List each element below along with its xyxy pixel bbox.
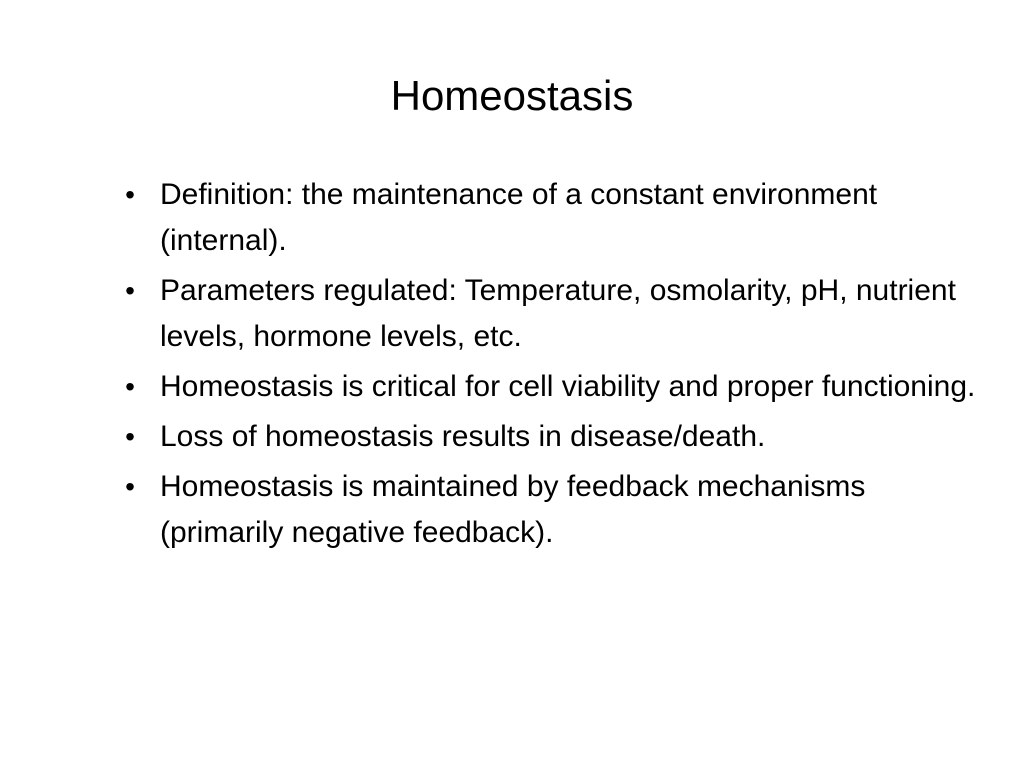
bullet-text: Homeostasis is maintained by feedback mechanisms (primarily negative feedback). [160,470,866,549]
bullet-text: Definition: the maintenance of a constant environment (internal). [160,178,878,257]
bullet-list [118,172,978,560]
bullet-dot-icon: • [125,421,135,452]
bullet-dot-icon: • [125,471,135,502]
bullet-dot-icon: • [125,371,135,402]
bullet-item-definition [118,172,978,264]
bullet-item-parameters [118,268,978,360]
bullet-text: Parameters regulated: Temperature, osmolarity, pH, nutrient levels, hormone levels, etc. [160,274,956,353]
bullet-item-loss [118,414,978,460]
bullet-item-critical [118,364,978,410]
slide-title: Homeostasis [390,72,634,119]
bullet-dot-icon: • [125,179,135,210]
bullet-dot-icon: • [125,275,135,306]
bullet-text: Homeostasis is critical for cell viability and proper functioning. [160,370,976,403]
bullet-item-feedback [118,464,978,556]
bullet-text: Loss of homeostasis results in disease/death. [160,420,766,453]
